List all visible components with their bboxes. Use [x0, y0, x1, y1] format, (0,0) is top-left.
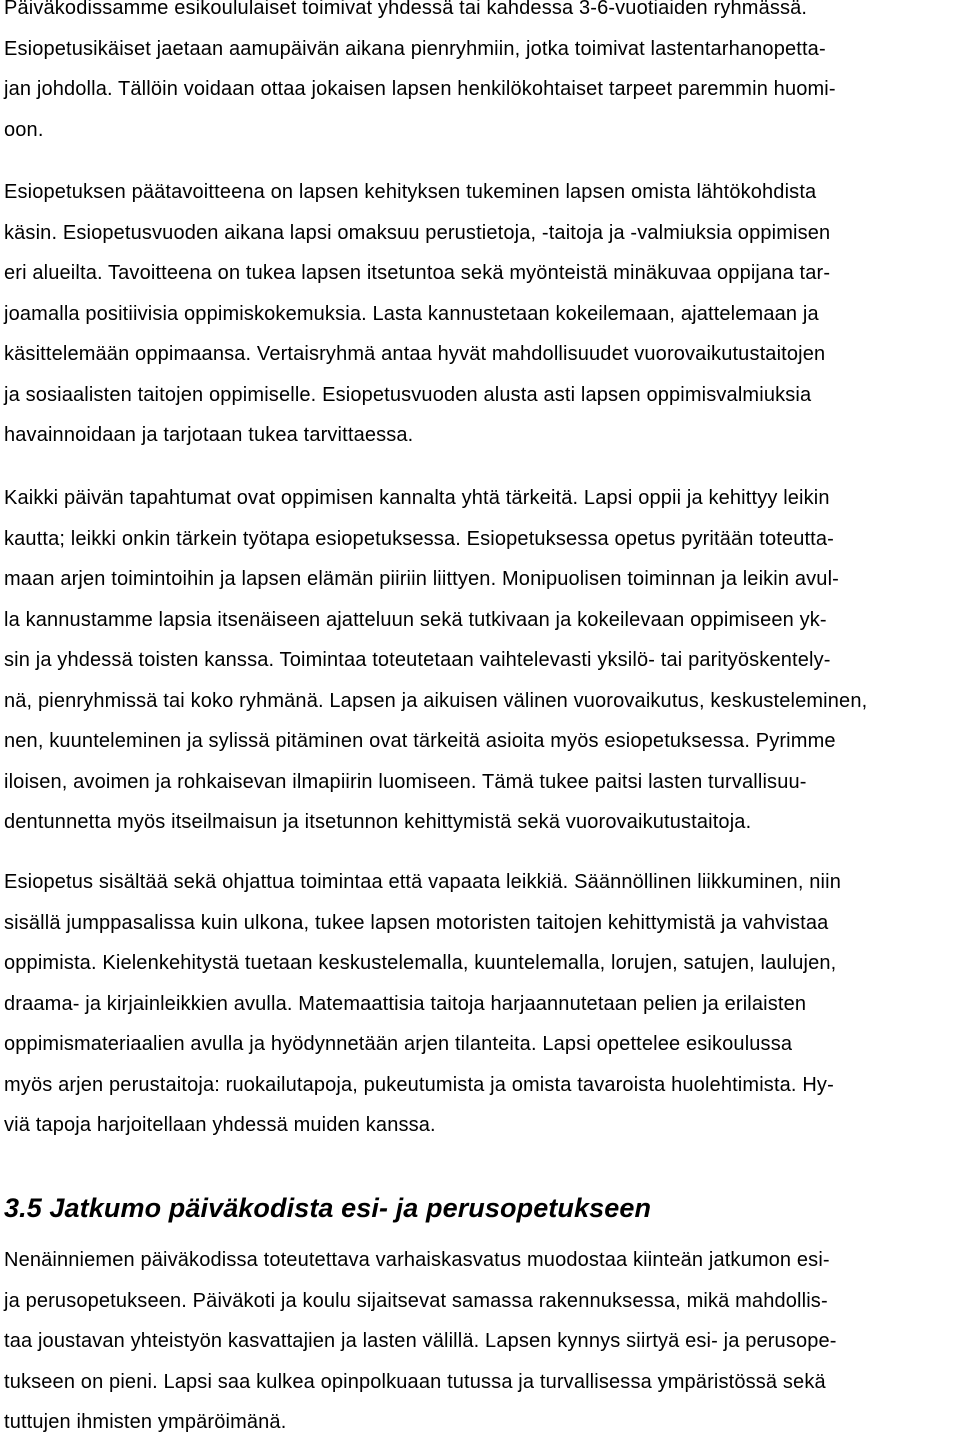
text-line: ja perusopetukseen. Päiväkoti ja koulu sijaitsevat samassa rakennuksessa, mikä mahdollis-	[4, 1289, 828, 1312]
text-line: käsin. Esiopetusvuoden aikana lapsi omaksuu perustietoja, -taitoja ja -valmiuksia oppimisen	[4, 221, 831, 244]
text-line: sisällä jumppasalissa kuin ulkona, tukee lapsen motoristen taitojen kehittymistä ja vahvistaa	[4, 911, 829, 934]
paragraph-preschool-groups	[4, 0, 836, 150]
text-line: Päiväkodissamme esikoululaiset toimivat yhdessä tai kahdessa 3-6-vuotiaiden ryhmässä.	[4, 0, 808, 19]
text-line: ja sosiaalisten taitojen oppimiselle. Esiopetusvuoden alusta asti lapsen oppimisvalmiuksia	[4, 383, 812, 406]
text-line: myös arjen perustaitoja: ruokailutapoja, pukeutumista ja omista tavaroista huolehtimista. Hy-	[4, 1073, 834, 1096]
text-line: iloisen, avoimen ja rohkaisevan ilmapiirin luomiseen. Tämä tukee paitsi lasten turvallisuu-	[4, 770, 807, 793]
text-line: oppimismateriaalien avulla ja hyödynnetään arjen tilanteita. Lapsi opettelee esikoulussa	[4, 1033, 793, 1055]
text-line: Nenäinniemen päiväkodissa toteutettava varhaiskasvatus muodostaa kiinteän jatkumon esi-	[4, 1249, 830, 1271]
text-line: taa joustavan yhteistyön kasvattajien ja lasten välillä. Lapsen kynnys siirtyä esi- ja perusope-	[4, 1330, 837, 1352]
text-line: draama- ja kirjainleikkien avulla. Matemaattisia taitoja harjaannutetaan pelien ja erilaisten	[4, 992, 807, 1015]
text-line: kautta; leikki onkin tärkein työtapa esiopetuksessa. Esiopetuksessa opetus pyritään toteutta-	[4, 527, 834, 550]
paragraph-main-goal	[4, 172, 830, 456]
text-line: maan arjen toimintoihin ja lapsen elämän piiriin liittyen. Monipuolisen toiminnan ja leikin avul-	[4, 568, 839, 590]
section-heading: 3.5 Jatkumo päiväkodista esi- ja perusopetukseen	[4, 1193, 652, 1223]
text-line: nä, pienryhmissä tai koko ryhmänä. Lapsen ja aikuisen välinen vuorovaikutus, keskusteleminen,	[4, 689, 868, 712]
text-line: la kannustamme lapsia itsenäiseen ajatteluun sekä tutkivaan ja kokeilevaan oppimiseen yk-	[4, 608, 827, 631]
text-line: tuttujen ihmisten ympäröimänä.	[4, 1411, 287, 1433]
text-line: sin ja yhdessä toisten kanssa. Toimintaa toteutetaan vaihtelevasti yksilö- tai parityöskentely-	[4, 649, 831, 671]
text-line: viä tapoja harjoitellaan yhdessä muiden kanssa.	[4, 1114, 436, 1136]
text-line: eri alueilta. Tavoitteena on tukea lapsen itsetuntoa sekä myönteistä minäkuvaa oppijana tar-	[4, 262, 831, 284]
text-line: Esiopetusikäiset jaetaan aamupäivän aikana pienryhmiin, jotka toimivat lastentarhanopetta-	[4, 37, 826, 60]
text-line: havainnoidaan ja tarjotaan tukea tarvittaessa.	[4, 424, 414, 446]
text-line: tukseen on pieni. Lapsi saa kulkea opinpolkuaan tutussa ja turvallisessa ympäristössä sekä	[4, 1370, 826, 1393]
paragraph-curriculum-content	[4, 862, 841, 1146]
text-line: joamalla positiivisia oppimiskokemuksia. Lasta kannustetaan kokeilemaan, ajattelemaan ja	[4, 302, 819, 325]
text-line: oon.	[4, 118, 44, 141]
text-line: dentunnetta myös itseilmaisun ja itsetunnon kehittymistä sekä vuorovaikutustaitoja.	[4, 811, 752, 833]
text-line: Esiopetuksen päätavoitteena on lapsen kehityksen tukeminen lapsen omista lähtökohdista	[4, 181, 817, 203]
text-line: käsittelemään oppimaansa. Vertaisryhmä antaa hyvät mahdollisuudet vuorovaikutustaitojen	[4, 343, 826, 365]
text-line: nen, kuunteleminen ja sylissä pitäminen ovat tärkeitä asioita myös esiopetuksessa. Pyrimme	[4, 730, 836, 752]
text-line: Kaikki päivän tapahtumat ovat oppimisen kannalta yhtä tärkeitä. Lapsi oppii ja kehittyy leikin	[4, 487, 830, 509]
text-line: Esiopetus sisältää sekä ohjattua toimintaa että vapaata leikkiä. Säännöllinen liikkuminen, niin	[4, 871, 841, 893]
paragraph-continuum	[4, 1240, 837, 1443]
text-line: jan johdolla. Tällöin voidaan ottaa jokaisen lapsen henkilökohtaiset tarpeet paremmin huomi-	[4, 78, 836, 100]
paragraph-learning-through-play	[4, 478, 867, 843]
text-line: oppimista. Kielenkehitystä tuetaan keskustelemalla, kuuntelemalla, lorujen, satujen, laulujen,	[4, 952, 837, 974]
